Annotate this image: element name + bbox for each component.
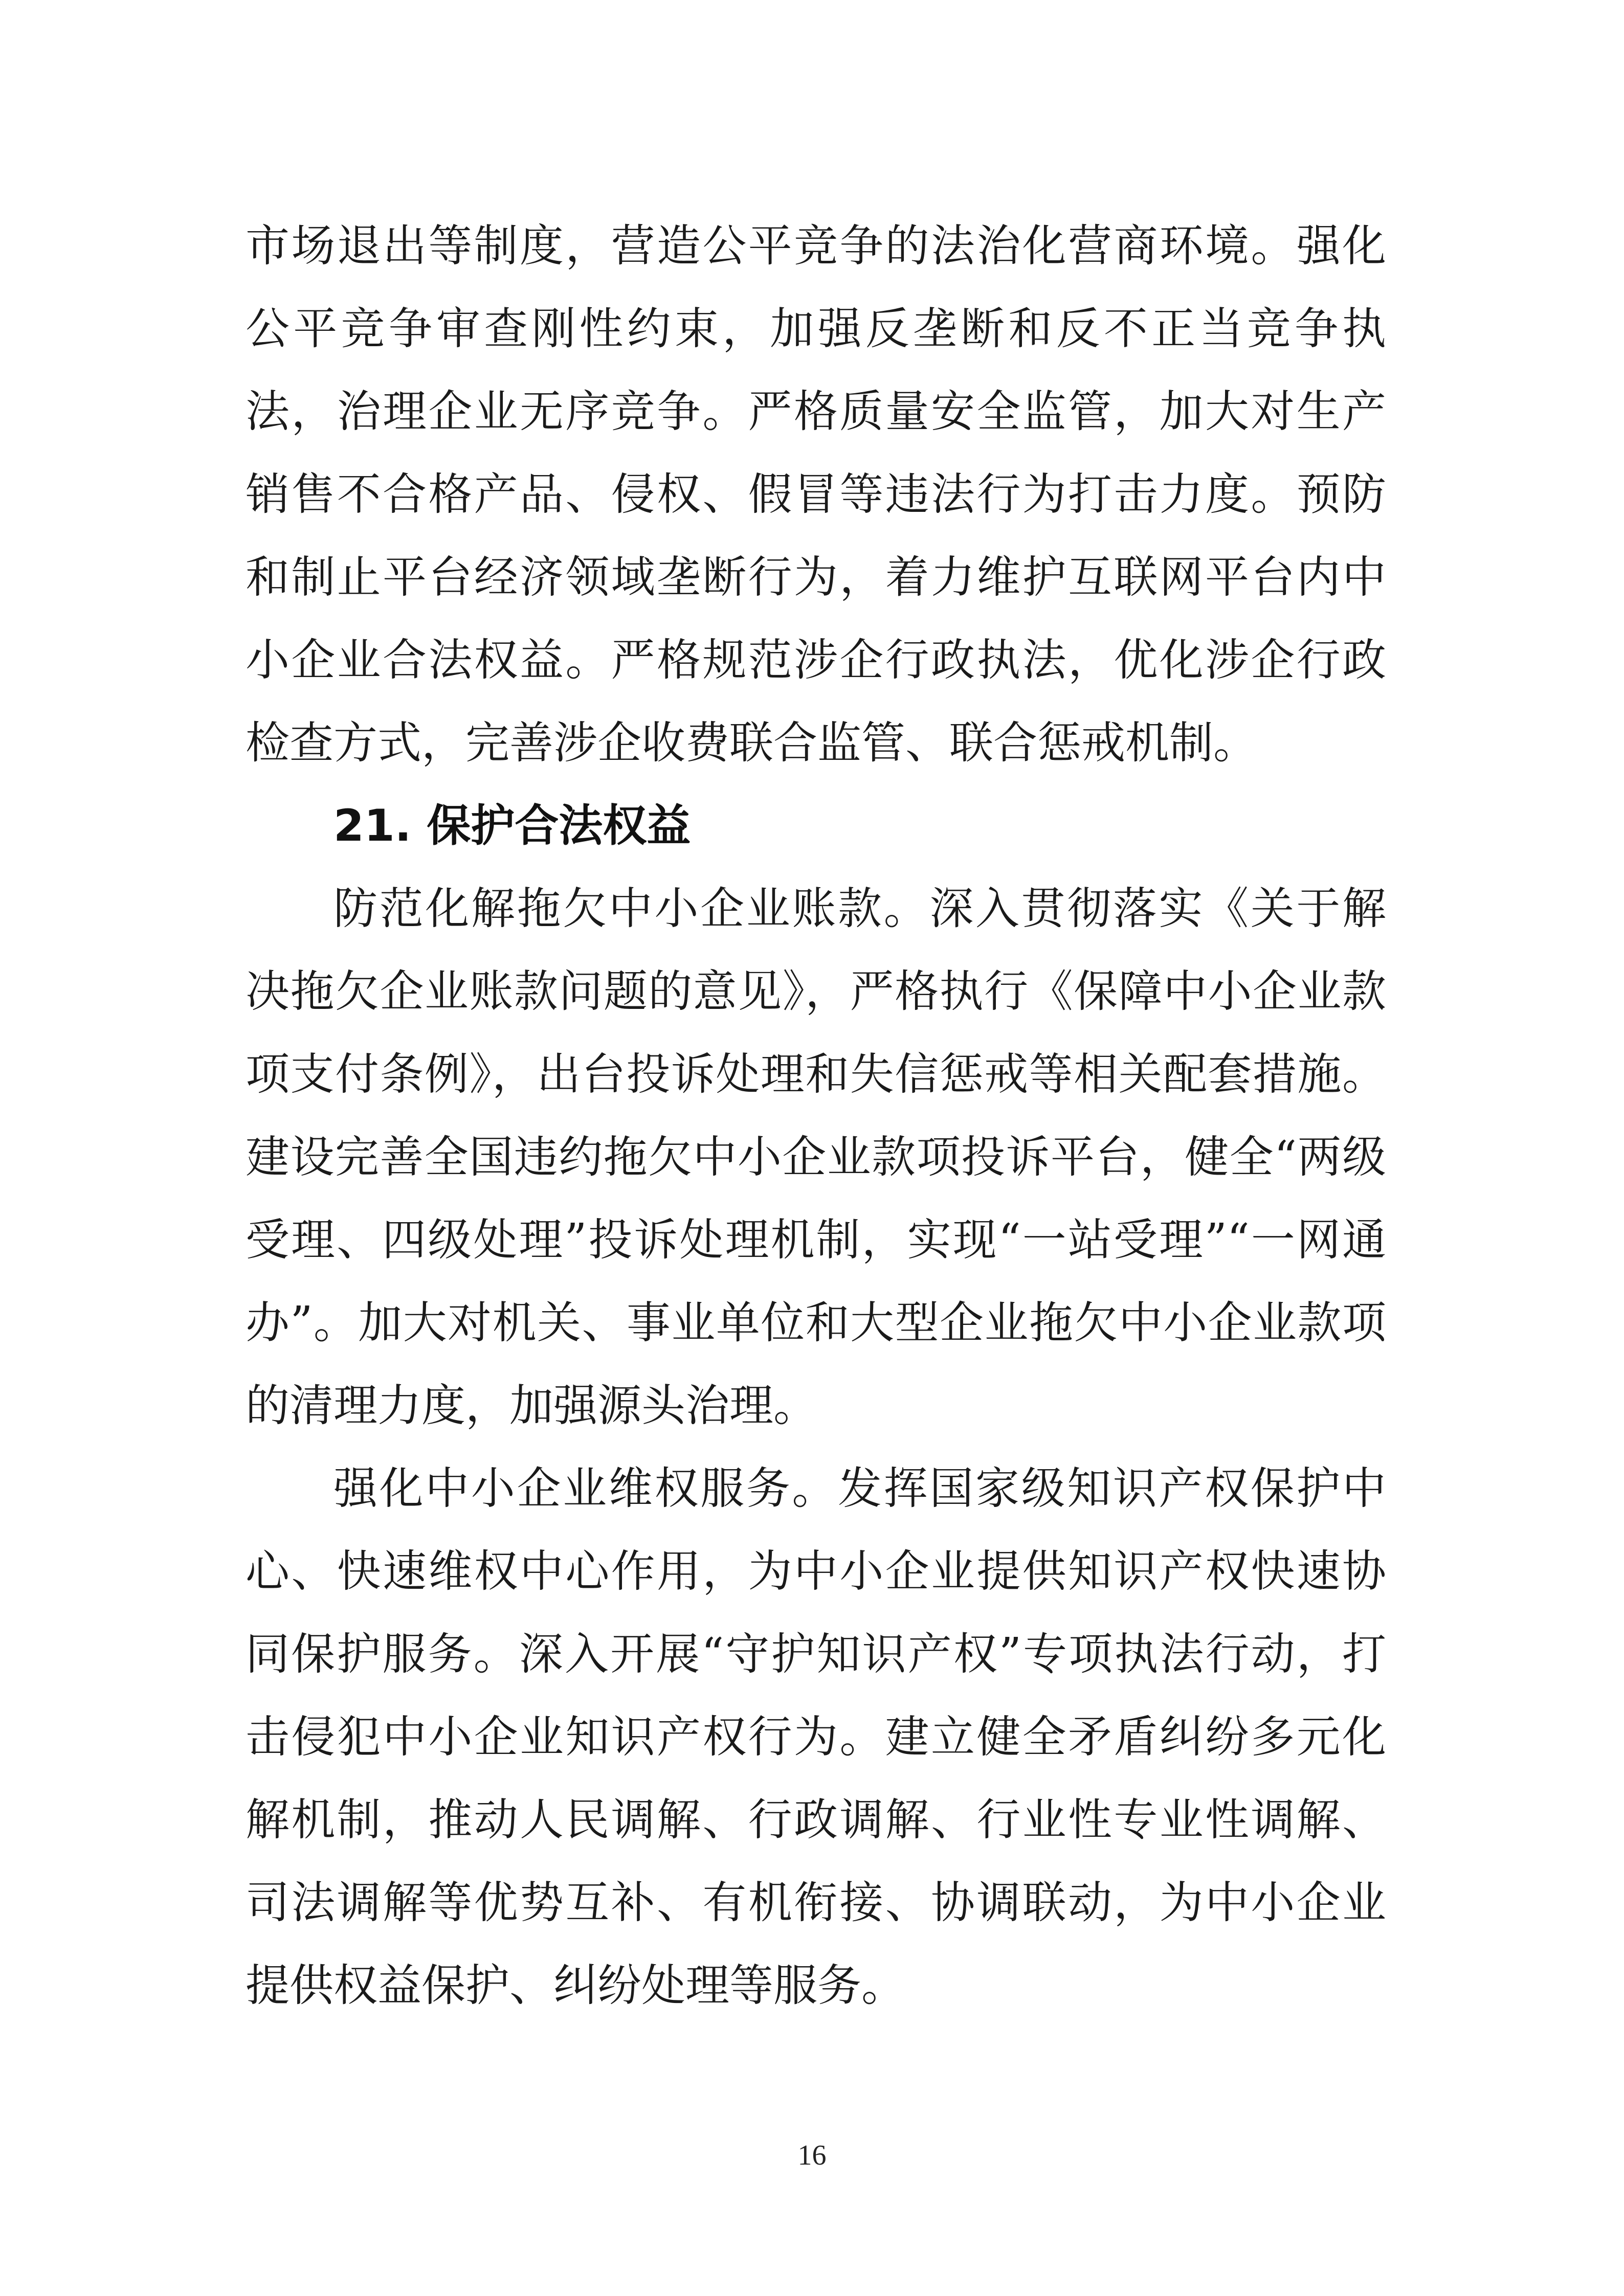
paragraph-continuation: 市场退出等制度，营造公平竞争的法治化营商环境。强化公平竞争审查刚性约束，加强反垄断和反不正当竞争执法，治理企业无序竞争。严格质量安全监管，加大对生产销售不合格产品、侵权、假冒等违法行为打击力度。预防和制止平台经济领域垄断行为，着力维护互联网平台内中小企业合法权益。严格规范涉企行政执法，优化涉企行政检查方式，完善涉企收费联合监管、联合惩戒机制。 [246,220,1386,769]
section-heading: 21. 保护合法权益 [333,800,691,851]
document-body [246,205,1386,2027]
paragraph-rights-service: 强化中小企业维权服务。发挥国家级知识产权保护中心、快速维权中心作用，为中小企业提供知识产权快速协同保护服务。深入开展“守护知识产权”专项执法行动，打击侵犯中小企业知识产权行为。建立健全矛盾纠纷多元化解机制，推动人民调解、行政调解、行业性专业性调解、司法调解等优势互补、有机衔接、协调联动，为中小企业提供权益保护、纠纷处理等服务。 [246,1463,1386,2011]
page-number: 16 [797,2140,827,2171]
paragraph-arrears: 防范化解拖欠中小企业账款。深入贯彻落实《关于解决拖欠企业账款问题的意见》，严格执行《保障中小企业款项支付条例》，出台投诉处理和失信惩戒等相关配套措施。建设完善全国违约拖欠中小企业款项投诉平台，健全“两级受理、四级处理”投诉处理机制，实现“一站受理”“一网通办”。加大对机关、事业单位和大型企业拖欠中小企业款项的清理力度，加强源头治理。 [246,883,1386,1431]
